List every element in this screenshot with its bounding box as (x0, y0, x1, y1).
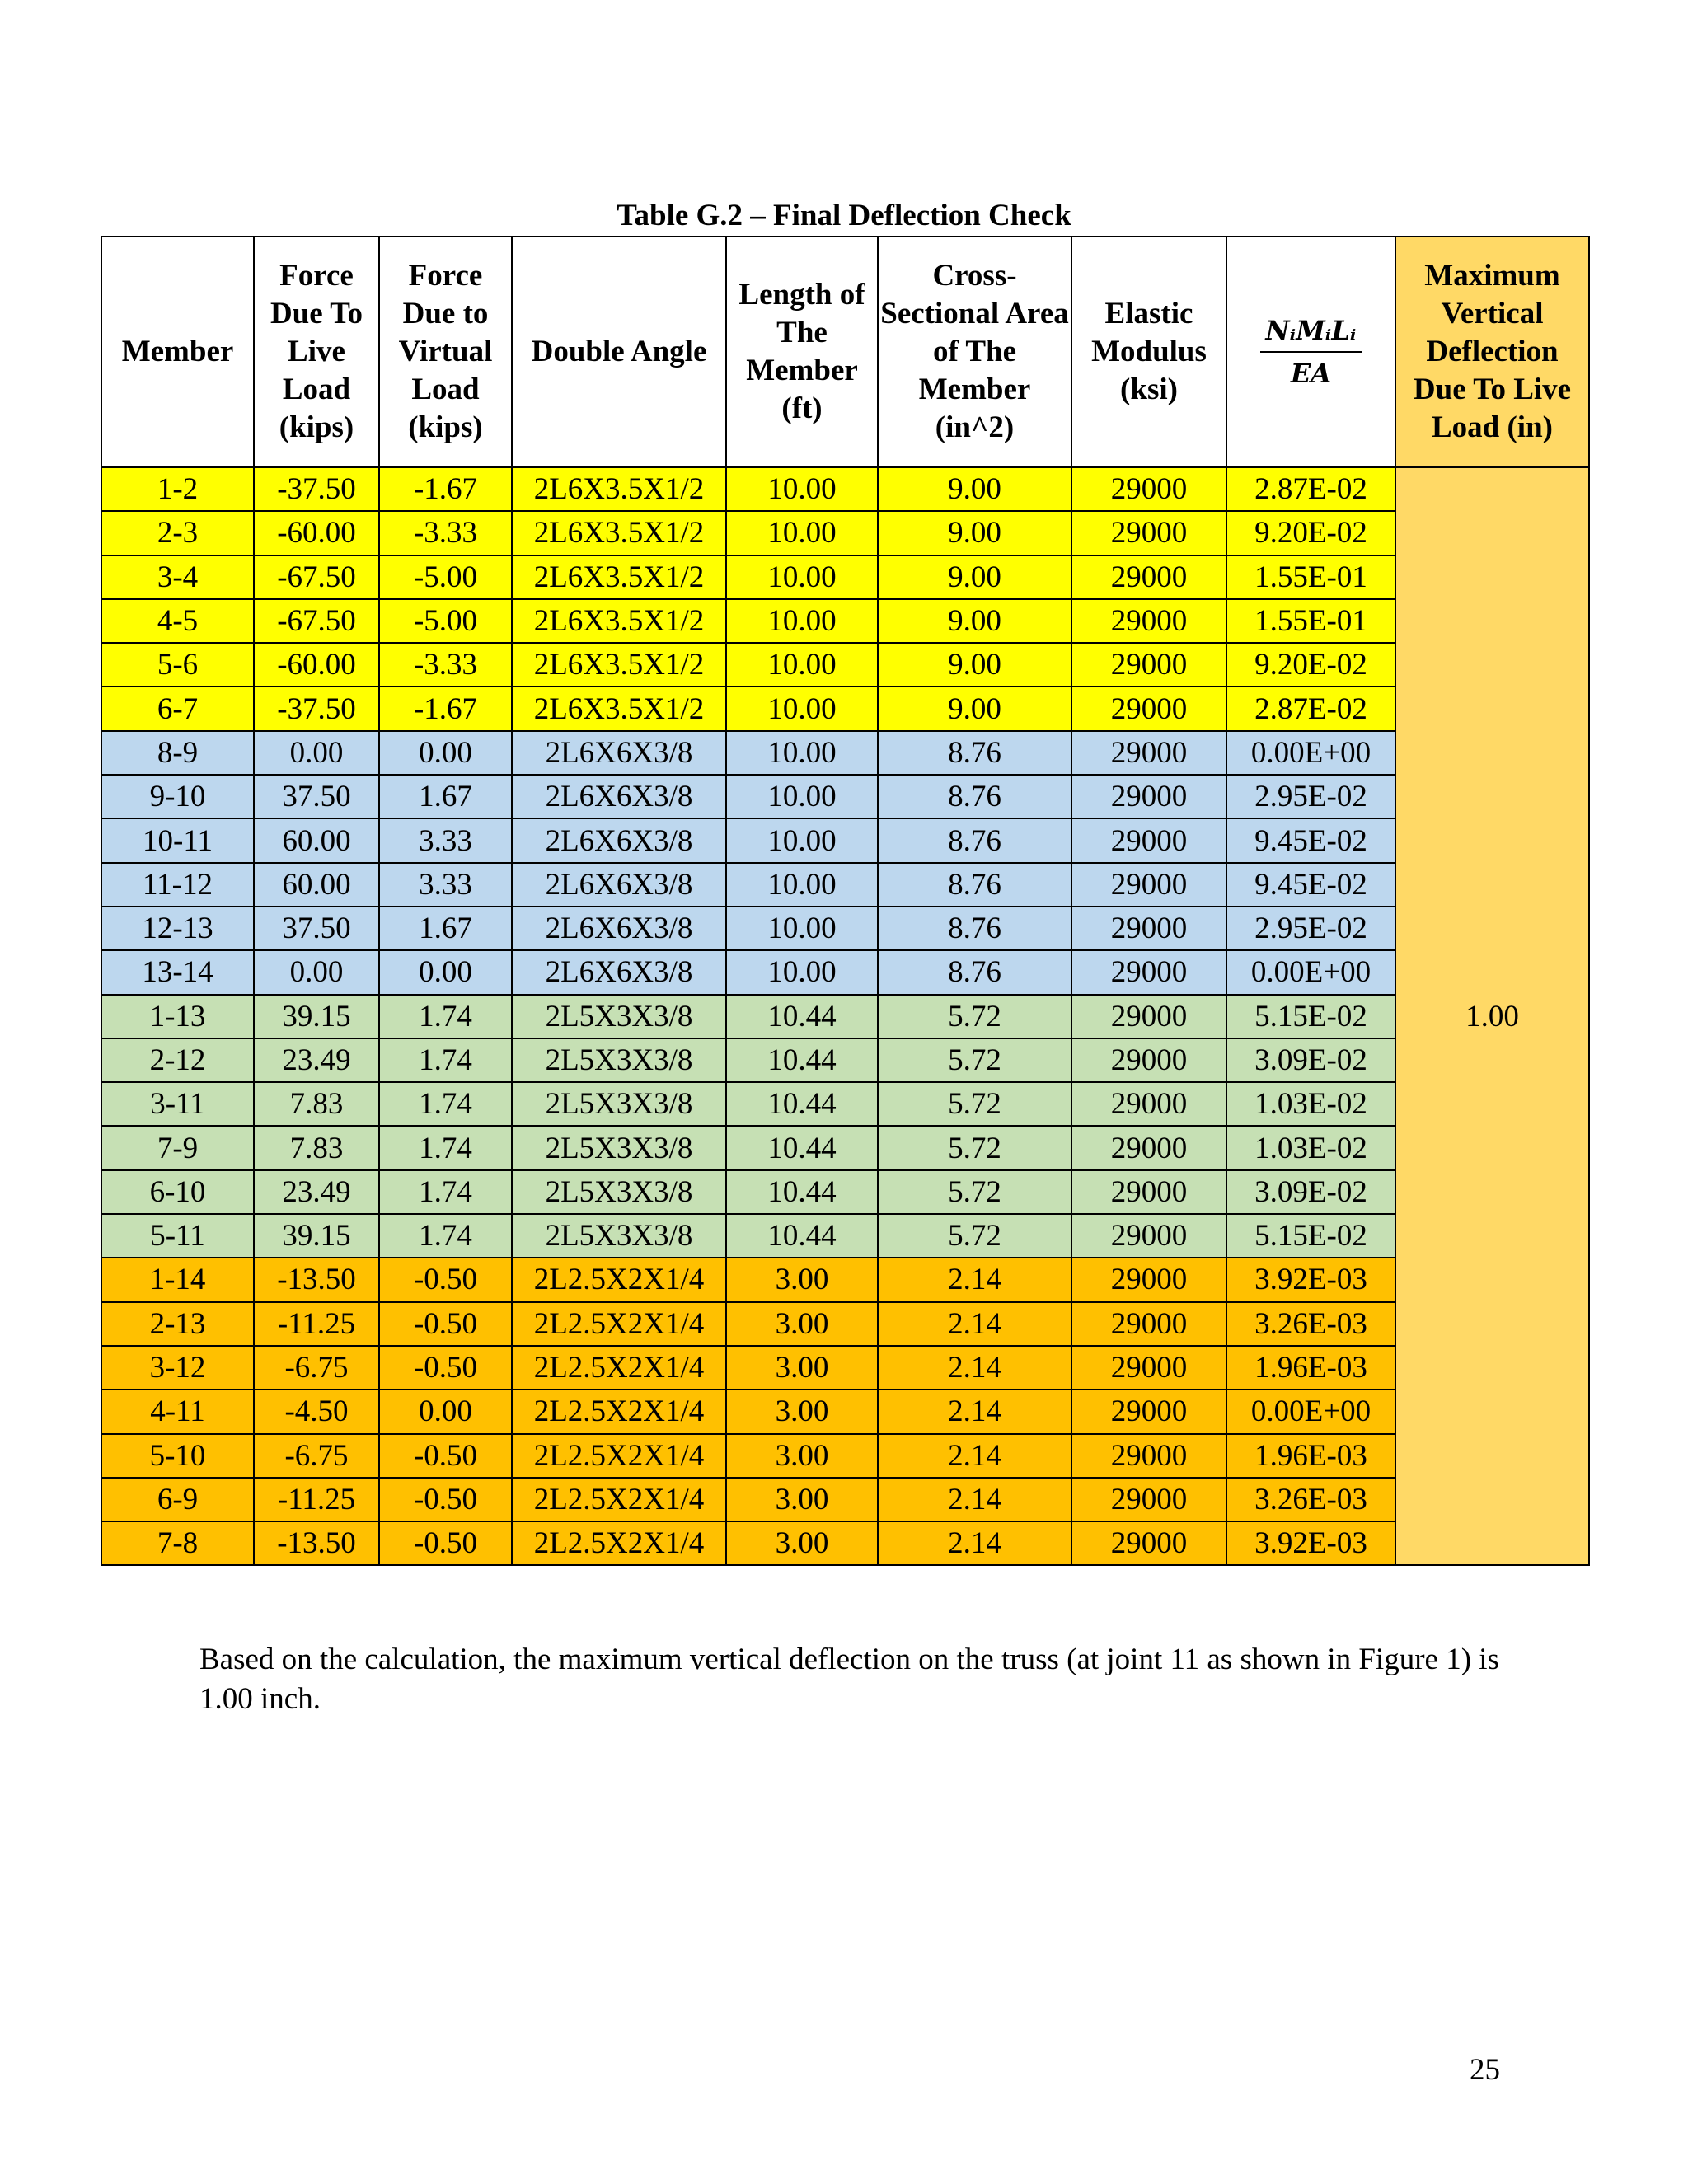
header-modulus: Elastic Modulus (ksi) (1071, 237, 1226, 467)
header-area: Cross-Sectional Area of The Member (in^2) (878, 237, 1071, 467)
header-double-angle: Double Angle (512, 237, 726, 467)
cell-modulus: 29000 (1071, 1346, 1226, 1390)
cell-area: 5.72 (878, 1038, 1071, 1082)
cell-double-angle: 2L5X3X3/8 (512, 1038, 726, 1082)
cell-deflection-term: 2.95E-02 (1226, 775, 1395, 818)
table-row (101, 1170, 1589, 1214)
cell-modulus: 29000 (1071, 1214, 1226, 1258)
header-member: Member (101, 237, 254, 467)
cell-length: 3.00 (726, 1521, 878, 1565)
cell-virtual-load: -1.67 (379, 467, 512, 511)
cell-member: 1-2 (101, 467, 254, 511)
cell-length: 10.44 (726, 1038, 878, 1082)
cell-live-load: 37.50 (254, 907, 379, 950)
cell-live-load: 23.49 (254, 1170, 379, 1214)
cell-live-load: -6.75 (254, 1434, 379, 1478)
cell-live-load: -13.50 (254, 1258, 379, 1301)
table-row (101, 511, 1589, 555)
cell-length: 10.00 (726, 467, 878, 511)
table-row (101, 1126, 1589, 1169)
cell-area: 2.14 (878, 1346, 1071, 1390)
table-caption: Table G.2 – Final Deflection Check (617, 199, 1071, 232)
cell-member: 1-14 (101, 1258, 254, 1301)
cell-area: 5.72 (878, 1170, 1071, 1214)
cell-virtual-load: 1.74 (379, 1170, 512, 1214)
cell-virtual-load: 0.00 (379, 950, 512, 994)
cell-member: 3-4 (101, 555, 254, 599)
cell-modulus: 29000 (1071, 1038, 1226, 1082)
cell-deflection-term: 1.96E-03 (1226, 1346, 1395, 1390)
cell-virtual-load: -0.50 (379, 1521, 512, 1565)
cell-modulus: 29000 (1071, 950, 1226, 994)
cell-area: 8.76 (878, 863, 1071, 907)
cell-double-angle: 2L2.5X2X1/4 (512, 1258, 726, 1301)
cell-virtual-load: 0.00 (379, 1390, 512, 1433)
cell-modulus: 29000 (1071, 775, 1226, 818)
cell-member: 2-12 (101, 1038, 254, 1082)
cell-area: 9.00 (878, 599, 1071, 643)
table-row (101, 863, 1589, 907)
cell-virtual-load: -3.33 (379, 511, 512, 555)
cell-modulus: 29000 (1071, 1302, 1226, 1346)
cell-deflection-term: 3.26E-03 (1226, 1478, 1395, 1521)
cell-live-load: -4.50 (254, 1390, 379, 1433)
table-row (101, 950, 1589, 994)
cell-deflection-term: 3.26E-03 (1226, 1302, 1395, 1346)
cell-live-load: 39.15 (254, 1214, 379, 1258)
cell-length: 3.00 (726, 1390, 878, 1433)
cell-deflection-term: 9.20E-02 (1226, 511, 1395, 555)
cell-member: 1-13 (101, 995, 254, 1038)
cell-member: 10-11 (101, 818, 254, 862)
cell-area: 2.14 (878, 1302, 1071, 1346)
cell-length: 10.00 (726, 775, 878, 818)
cell-virtual-load: 3.33 (379, 818, 512, 862)
cell-live-load: 7.83 (254, 1082, 379, 1126)
cell-length: 10.00 (726, 511, 878, 555)
cell-deflection-term: 1.96E-03 (1226, 1434, 1395, 1478)
cell-area: 2.14 (878, 1258, 1071, 1301)
cell-area: 2.14 (878, 1390, 1071, 1433)
cell-area: 2.14 (878, 1434, 1071, 1478)
table-row (101, 995, 1589, 1038)
cell-length: 10.00 (726, 687, 878, 730)
cell-deflection-term: 0.00E+00 (1226, 950, 1395, 994)
cell-virtual-load: -5.00 (379, 599, 512, 643)
cell-modulus: 29000 (1071, 1478, 1226, 1521)
cell-live-load: 0.00 (254, 950, 379, 994)
cell-virtual-load: 1.74 (379, 1038, 512, 1082)
table-row (101, 687, 1589, 730)
cell-double-angle: 2L6X3.5X1/2 (512, 555, 726, 599)
cell-member: 2-13 (101, 1302, 254, 1346)
cell-member: 6-9 (101, 1478, 254, 1521)
cell-virtual-load: 1.74 (379, 1082, 512, 1126)
cell-area: 9.00 (878, 687, 1071, 730)
cell-modulus: 29000 (1071, 1521, 1226, 1565)
header-length: Length of The Member (ft) (726, 237, 878, 467)
table-body (101, 467, 1589, 1565)
cell-virtual-load: -0.50 (379, 1258, 512, 1301)
cell-member: 3-11 (101, 1082, 254, 1126)
cell-modulus: 29000 (1071, 1258, 1226, 1301)
cell-deflection-term: 5.15E-02 (1226, 1214, 1395, 1258)
formula-numerator: NᵢMᵢLᵢ (1260, 312, 1361, 353)
table-row (101, 731, 1589, 775)
cell-live-load: 39.15 (254, 995, 379, 1038)
cell-length: 10.44 (726, 1214, 878, 1258)
table-row (101, 818, 1589, 862)
cell-area: 2.14 (878, 1478, 1071, 1521)
cell-double-angle: 2L6X6X3/8 (512, 775, 726, 818)
cell-deflection-term: 2.87E-02 (1226, 467, 1395, 511)
cell-live-load: 60.00 (254, 818, 379, 862)
cell-modulus: 29000 (1071, 1082, 1226, 1126)
header-formula (1226, 237, 1395, 467)
cell-modulus: 29000 (1071, 511, 1226, 555)
cell-area: 5.72 (878, 1082, 1071, 1126)
cell-virtual-load: -0.50 (379, 1346, 512, 1390)
cell-deflection-term: 1.55E-01 (1226, 599, 1395, 643)
cell-area: 8.76 (878, 818, 1071, 862)
cell-virtual-load: 1.67 (379, 907, 512, 950)
cell-member: 2-3 (101, 511, 254, 555)
cell-area: 9.00 (878, 555, 1071, 599)
cell-double-angle: 2L5X3X3/8 (512, 1170, 726, 1214)
cell-live-load: -11.25 (254, 1302, 379, 1346)
cell-length: 10.44 (726, 995, 878, 1038)
cell-live-load: 0.00 (254, 731, 379, 775)
cell-modulus: 29000 (1071, 863, 1226, 907)
table-row (101, 599, 1589, 643)
cell-modulus: 29000 (1071, 1434, 1226, 1478)
cell-live-load: -11.25 (254, 1478, 379, 1521)
cell-double-angle: 2L6X6X3/8 (512, 863, 726, 907)
cell-member: 5-11 (101, 1214, 254, 1258)
cell-area: 2.14 (878, 1521, 1071, 1565)
cell-deflection-term: 3.92E-03 (1226, 1258, 1395, 1301)
cell-double-angle: 2L2.5X2X1/4 (512, 1346, 726, 1390)
cell-live-load: 60.00 (254, 863, 379, 907)
cell-modulus: 29000 (1071, 687, 1226, 730)
cell-length: 10.44 (726, 1170, 878, 1214)
cell-member: 4-5 (101, 599, 254, 643)
table-row (101, 907, 1589, 950)
cell-deflection-term: 3.92E-03 (1226, 1521, 1395, 1565)
header-force-live: Force Due To Live Load (kips) (254, 237, 379, 467)
cell-deflection-term: 1.55E-01 (1226, 555, 1395, 599)
conclusion-paragraph: Based on the calculation, the maximum vertical deflection on the truss (at joint 11 as shown in Figure 1) is 1.00 inch. (199, 1643, 1499, 1716)
cell-length: 3.00 (726, 1302, 878, 1346)
cell-area: 9.00 (878, 467, 1071, 511)
cell-live-load: -13.50 (254, 1521, 379, 1565)
cell-live-load: -37.50 (254, 467, 379, 511)
cell-double-angle: 2L2.5X2X1/4 (512, 1390, 726, 1433)
page-number: 25 (1470, 2053, 1500, 2087)
cell-length: 10.00 (726, 818, 878, 862)
cell-double-angle: 2L5X3X3/8 (512, 1082, 726, 1126)
cell-length: 10.00 (726, 907, 878, 950)
cell-length: 10.00 (726, 950, 878, 994)
table-row (101, 1346, 1589, 1390)
table-row (101, 1302, 1589, 1346)
cell-member: 7-9 (101, 1126, 254, 1169)
cell-double-angle: 2L6X3.5X1/2 (512, 643, 726, 687)
cell-virtual-load: 1.74 (379, 1126, 512, 1169)
cell-modulus: 29000 (1071, 643, 1226, 687)
cell-double-angle: 2L2.5X2X1/4 (512, 1521, 726, 1565)
cell-deflection-term: 0.00E+00 (1226, 731, 1395, 775)
cell-modulus: 29000 (1071, 599, 1226, 643)
table-row (101, 467, 1589, 511)
header-force-virtual: Force Due to Virtual Load (kips) (379, 237, 512, 467)
cell-virtual-load: 1.74 (379, 995, 512, 1038)
cell-deflection-term: 5.15E-02 (1226, 995, 1395, 1038)
cell-deflection-term: 0.00E+00 (1226, 1390, 1395, 1433)
cell-length: 10.44 (726, 1126, 878, 1169)
cell-member: 8-9 (101, 731, 254, 775)
cell-double-angle: 2L6X3.5X1/2 (512, 687, 726, 730)
cell-modulus: 29000 (1071, 555, 1226, 599)
cell-double-angle: 2L6X6X3/8 (512, 950, 726, 994)
cell-double-angle: 2L6X3.5X1/2 (512, 599, 726, 643)
table-row (101, 775, 1589, 818)
cell-virtual-load: -1.67 (379, 687, 512, 730)
cell-deflection-term: 9.45E-02 (1226, 818, 1395, 862)
cell-deflection-term: 3.09E-02 (1226, 1170, 1395, 1214)
cell-live-load: 7.83 (254, 1126, 379, 1169)
cell-member: 4-11 (101, 1390, 254, 1433)
cell-length: 10.00 (726, 863, 878, 907)
cell-member: 3-12 (101, 1346, 254, 1390)
cell-double-angle: 2L5X3X3/8 (512, 1126, 726, 1169)
cell-live-load: -67.50 (254, 555, 379, 599)
cell-double-angle: 2L6X6X3/8 (512, 818, 726, 862)
cell-member: 5-10 (101, 1434, 254, 1478)
cell-modulus: 29000 (1071, 1126, 1226, 1169)
cell-area: 8.76 (878, 775, 1071, 818)
cell-member: 6-10 (101, 1170, 254, 1214)
cell-member: 7-8 (101, 1521, 254, 1565)
cell-virtual-load: -0.50 (379, 1434, 512, 1478)
cell-live-load: -67.50 (254, 599, 379, 643)
table-row (101, 1390, 1589, 1433)
table-row (101, 1521, 1589, 1565)
cell-area: 5.72 (878, 1214, 1071, 1258)
cell-length: 3.00 (726, 1478, 878, 1521)
table-row (101, 643, 1589, 687)
cell-modulus: 29000 (1071, 818, 1226, 862)
cell-modulus: 29000 (1071, 467, 1226, 511)
cell-virtual-load: -0.50 (379, 1302, 512, 1346)
cell-member: 9-10 (101, 775, 254, 818)
cell-deflection-term: 9.45E-02 (1226, 863, 1395, 907)
cell-length: 10.00 (726, 555, 878, 599)
formula-fraction (1260, 312, 1361, 392)
cell-area: 9.00 (878, 511, 1071, 555)
cell-virtual-load: 1.74 (379, 1214, 512, 1258)
cell-virtual-load: -0.50 (379, 1478, 512, 1521)
header-max-deflection: Maximum Vertical Deflection Due To Live Load (in) (1395, 237, 1589, 467)
table-row (101, 1478, 1589, 1521)
cell-length: 10.44 (726, 1082, 878, 1126)
table-row (101, 1038, 1589, 1082)
cell-virtual-load: -5.00 (379, 555, 512, 599)
header-row (101, 237, 1589, 467)
cell-area: 8.76 (878, 907, 1071, 950)
table-row (101, 1082, 1589, 1126)
cell-area: 8.76 (878, 950, 1071, 994)
cell-live-load: 37.50 (254, 775, 379, 818)
cell-length: 10.00 (726, 643, 878, 687)
cell-virtual-load: 3.33 (379, 863, 512, 907)
cell-area: 8.76 (878, 731, 1071, 775)
table-row (101, 1214, 1589, 1258)
cell-deflection-term: 2.87E-02 (1226, 687, 1395, 730)
table-row (101, 1258, 1589, 1301)
cell-length: 10.00 (726, 599, 878, 643)
formula-denominator: EA (1290, 358, 1332, 389)
cell-double-angle: 2L2.5X2X1/4 (512, 1478, 726, 1521)
cell-virtual-load: 1.67 (379, 775, 512, 818)
cell-member: 6-7 (101, 687, 254, 730)
cell-double-angle: 2L2.5X2X1/4 (512, 1434, 726, 1478)
deflection-table (101, 236, 1590, 1566)
cell-double-angle: 2L2.5X2X1/4 (512, 1302, 726, 1346)
cell-deflection-term: 1.03E-02 (1226, 1082, 1395, 1126)
cell-live-load: -60.00 (254, 511, 379, 555)
cell-area: 5.72 (878, 1126, 1071, 1169)
cell-live-load: -6.75 (254, 1346, 379, 1390)
cell-modulus: 29000 (1071, 995, 1226, 1038)
cell-live-load: -60.00 (254, 643, 379, 687)
cell-virtual-load: 0.00 (379, 731, 512, 775)
cell-double-angle: 2L5X3X3/8 (512, 995, 726, 1038)
cell-live-load: -37.50 (254, 687, 379, 730)
cell-double-angle: 2L6X6X3/8 (512, 907, 726, 950)
cell-area: 5.72 (878, 995, 1071, 1038)
cell-modulus: 29000 (1071, 907, 1226, 950)
cell-modulus: 29000 (1071, 731, 1226, 775)
table-row (101, 1434, 1589, 1478)
cell-member: 13-14 (101, 950, 254, 994)
cell-member: 11-12 (101, 863, 254, 907)
cell-deflection-term: 9.20E-02 (1226, 643, 1395, 687)
cell-length: 3.00 (726, 1434, 878, 1478)
cell-area: 9.00 (878, 643, 1071, 687)
cell-length: 3.00 (726, 1258, 878, 1301)
cell-modulus: 29000 (1071, 1170, 1226, 1214)
cell-deflection-term: 1.03E-02 (1226, 1126, 1395, 1169)
cell-deflection-term: 3.09E-02 (1226, 1038, 1395, 1082)
cell-double-angle: 2L5X3X3/8 (512, 1214, 726, 1258)
cell-max-deflection: 1.00 (1395, 467, 1589, 1565)
cell-double-angle: 2L6X3.5X1/2 (512, 511, 726, 555)
cell-length: 10.00 (726, 731, 878, 775)
cell-live-load: 23.49 (254, 1038, 379, 1082)
cell-length: 3.00 (726, 1346, 878, 1390)
cell-double-angle: 2L6X6X3/8 (512, 731, 726, 775)
cell-modulus: 29000 (1071, 1390, 1226, 1433)
table-row (101, 555, 1589, 599)
cell-member: 12-13 (101, 907, 254, 950)
cell-double-angle: 2L6X3.5X1/2 (512, 467, 726, 511)
cell-member: 5-6 (101, 643, 254, 687)
cell-virtual-load: -3.33 (379, 643, 512, 687)
cell-deflection-term: 2.95E-02 (1226, 907, 1395, 950)
